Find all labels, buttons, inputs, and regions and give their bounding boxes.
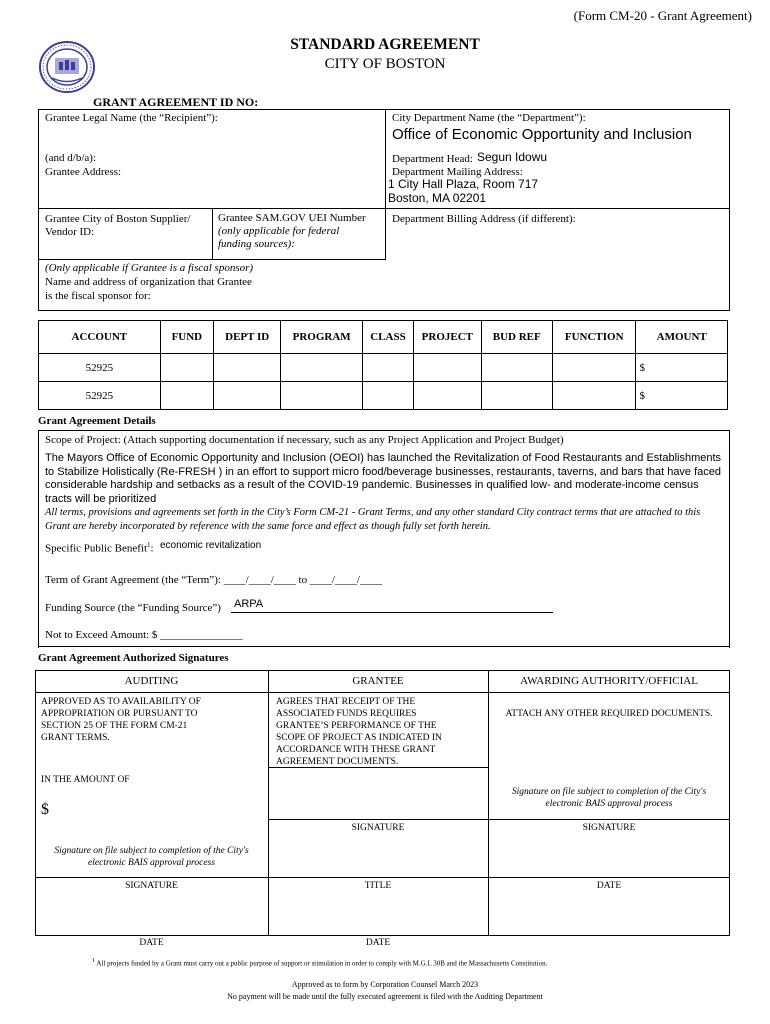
col-bud-ref: BUD REF — [481, 321, 552, 354]
sam-uei-label-3: funding sources): — [218, 238, 295, 250]
funding-source-value[interactable]: ARPA — [234, 598, 264, 610]
account-cell: 52925 — [39, 354, 161, 382]
program-cell[interactable] — [281, 382, 362, 410]
awarding-signature-note: Signature on file subject to completion of the City's electronic BAIS approval process — [511, 787, 707, 809]
benefit-label: Specific Public Benefit$^1$: — [45, 541, 154, 555]
fiscal-sponsor-note: (Only applicable if Grantee is a fiscal sponsor) — [45, 262, 254, 274]
department-head-value: Segun Idowu — [477, 150, 548, 164]
accounts-header-row — [39, 321, 728, 354]
term-label: Term of Grant Agreement (the “Term”): ____/____/____ to ____/____/____ — [45, 574, 382, 586]
auditing-text: APPROVED AS TO AVAILABILITY OF APPROPRIATION OR PURSUANT TO SECTION 25 OF THE FORM CM-21 GRANT TERMS. — [41, 697, 201, 743]
vendor-id-label-2: Vendor ID: — [45, 226, 95, 238]
auditing-date-label: DATE — [139, 938, 164, 948]
dba-label: (and d/b/a): — [45, 152, 97, 164]
form-id-label: (Form CM-20 - Grant Agreement) — [573, 8, 752, 23]
page-subtitle: CITY OF BOSTON — [324, 56, 446, 72]
payment-line: No payment will be made until the fully executed agreement is filed with the Auditing Department — [227, 992, 543, 1001]
amount-cell[interactable]: $ — [636, 354, 728, 382]
account-cell: 52925 — [39, 382, 161, 410]
grant-id-label: GRANT AGREEMENT ID NO: — [93, 95, 259, 109]
col-class: CLASS — [362, 321, 413, 354]
auditing-signature-label: SIGNATURE — [125, 881, 178, 891]
grantee-address-label: Grantee Address: — [45, 166, 122, 178]
fiscal-sponsor-label-1: Name and address of organization that Grantee — [45, 276, 252, 288]
col-program: PROGRAM — [281, 321, 362, 354]
not-to-exceed-label: Not to Exceed Amount: $ _______________ — [45, 629, 243, 641]
sam-uei-label-2: (only applicable for federal — [218, 225, 340, 237]
department-name-label: City Department Name (the “Department”): — [392, 112, 586, 124]
accounts-table — [38, 320, 728, 410]
awarding-text: ATTACH ANY OTHER REQUIRED DOCUMENTS. — [505, 709, 713, 719]
class-cell[interactable] — [362, 354, 413, 382]
mailing-address-label: Department Mailing Address: — [392, 166, 523, 178]
fund-cell[interactable] — [160, 382, 213, 410]
amount-dollar-sign[interactable]: $ — [41, 801, 49, 818]
col-awarding: AWARDING AUTHORITY/OFFICIAL — [520, 675, 698, 687]
col-fund: FUND — [160, 321, 213, 354]
fiscal-sponsor-label-2: is the fiscal sponsor for: — [45, 290, 151, 302]
class-cell[interactable] — [362, 382, 413, 410]
details-heading: Grant Agreement Details — [38, 415, 156, 427]
awarding-signature-label: SIGNATURE — [582, 823, 636, 833]
scope-text: The Mayors Office of Economic Opportunity and Inclusion (OEOI) has launched the Revitalization of Food Restaurants and Establishments to Stabilize Holistically (Re-FRESH ) in an effort to support micro food/beverage businesses, restaurants, taverns, and bars that have faced considerable hardship and setbacks as a result of the COVID-19 pandemic. Businesses in qualified low- and moderate-income census tracts will be prioritized — [45, 452, 722, 505]
bud-ref-cell[interactable] — [481, 382, 552, 410]
grantee-text: AGREES THAT RECEIPT OF THE ASSOCIATED FUNDS REQUIRES GRANTEE’S PERFORMANCE OF THE SCOPE OF PROJECT AS INDICATED IN ACCORDANCE WITH THESE GRANT AGREEMENT DOCUMENTS. — [276, 697, 442, 767]
table-row — [39, 354, 728, 382]
billing-address-label: Department Billing Address (if different): — [392, 213, 576, 225]
funding-source-label: Funding Source (the “Funding Source”) — [45, 602, 221, 614]
grantee-date-label: DATE — [365, 938, 391, 948]
auditing-signature-note: Signature on file subject to completion of the City's electronic BAIS approval process — [54, 846, 249, 868]
col-project: PROJECT — [414, 321, 481, 354]
footnote: $^1$ All projects funded by a Grant must carry out a public purpose of support or stimulation in order to comply with M.G.L 30B and the Massachusetts Constitution. — [92, 958, 548, 968]
bud-ref-cell[interactable] — [481, 354, 552, 382]
amount-cell[interactable]: $ — [636, 382, 728, 410]
approved-line: Approved as to form by Corporation Counsel March 2023 — [291, 980, 479, 989]
grantee-signature-label: SIGNATURE — [351, 823, 405, 833]
project-cell[interactable] — [414, 354, 481, 382]
department-head-label: Department Head: — [392, 153, 473, 165]
function-cell[interactable] — [552, 382, 635, 410]
page-title: STANDARD AGREEMENT — [290, 36, 480, 53]
dept-id-cell[interactable] — [214, 382, 281, 410]
program-cell[interactable] — [281, 354, 362, 382]
mailing-address-line2: Boston, MA 02201 — [388, 191, 487, 205]
col-grantee: GRANTEE — [352, 675, 404, 687]
mailing-address-line1: 1 City Hall Plaza, Room 717 — [388, 177, 539, 191]
function-cell[interactable] — [552, 354, 635, 382]
department-name-value: Office of Economic Opportunity and Inclusion — [392, 126, 692, 143]
table-row — [39, 382, 728, 410]
col-account: ACCOUNT — [39, 321, 161, 354]
terms-text: All terms, provisions and agreements set forth in the City’s Form CM-21 - Grant Terms, and any other standard City contract terms that are attached to this Grant are hereby incorporated by reference with the same force and effect as though fully set forth herein. — [45, 507, 701, 532]
awarding-date-label: DATE — [596, 881, 622, 891]
sam-uei-label-1: Grantee SAM.GOV UEI Number — [218, 212, 366, 224]
col-amount: AMOUNT — [636, 321, 728, 354]
signatures-heading: Grant Agreement Authorized Signatures — [38, 652, 229, 664]
grantee-title-label: TITLE — [364, 881, 392, 891]
scope-label: Scope of Project: (Attach supporting documentation if necessary, such as any Project Application and Project Budget) — [45, 434, 564, 446]
benefit-value[interactable]: economic revitalization — [160, 540, 262, 551]
col-dept-id: DEPT ID — [214, 321, 281, 354]
col-auditing: AUDITING — [124, 675, 179, 687]
fund-cell[interactable] — [160, 354, 213, 382]
dept-id-cell[interactable] — [214, 354, 281, 382]
recipient-label: Grantee Legal Name (the “Recipient”): — [45, 112, 218, 124]
in-amount-of-label: IN THE AMOUNT OF — [41, 775, 130, 785]
project-cell[interactable] — [414, 382, 481, 410]
vendor-id-label-1: Grantee City of Boston Supplier/ — [45, 213, 191, 225]
col-function: FUNCTION — [552, 321, 635, 354]
